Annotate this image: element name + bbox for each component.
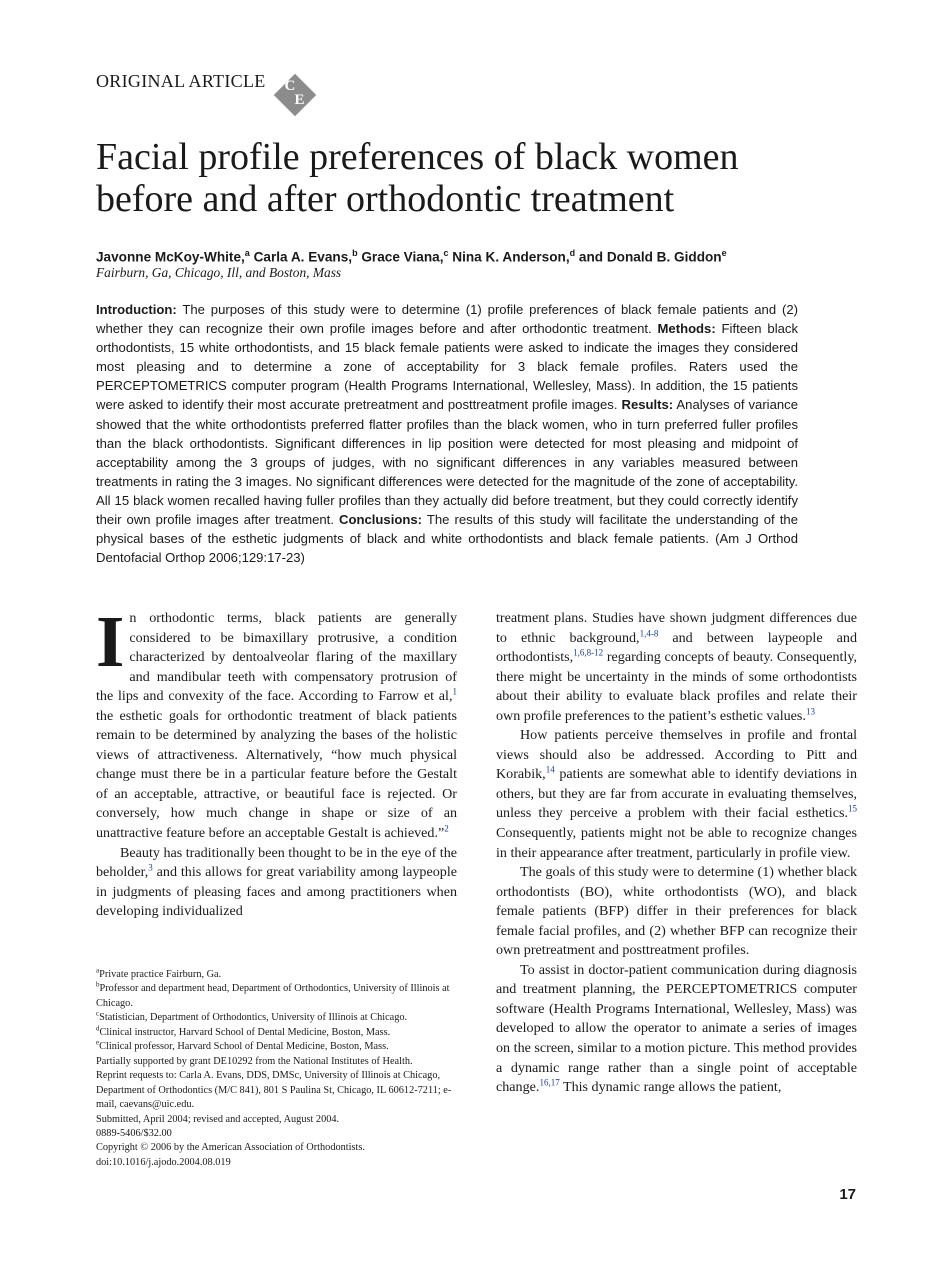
footnote-item [96, 1069, 457, 1112]
reference-link[interactable]: 14 [545, 764, 555, 775]
abstract-conclusions-label: Conclusions: [339, 512, 422, 528]
body-text: regarding concepts of beauty. Consequently, there might be uncertainty in the minds of some orthodontists about their ability to evaluate black profiles and relate their own profile preferences to the patient’s esthetic values. [496, 649, 857, 724]
footnote-item [96, 1040, 457, 1054]
ce-badge-letter-e: E [294, 92, 305, 108]
article-title [96, 136, 856, 220]
author-affiliation-mark: c [443, 248, 449, 258]
footnote-text: Partially supported by grant DE10292 from the National Institutes of Health. [96, 1055, 413, 1067]
body-paragraph [496, 609, 857, 726]
footnote-text: Copyright © 2006 by the American Association of Orthodontists. [96, 1142, 365, 1154]
body-column-right [496, 609, 857, 1098]
footnote-text: Statistician, Department of Orthodontics, University of Illinois at Chicago. [99, 1012, 408, 1024]
body-paragraph [496, 961, 857, 1098]
abstract-results-text: Analyses of variance showed that the white orthodontists preferred flatter profiles than the black women, who in turn preferred fuller profiles than the black orthodontists. Significant differences in lip position were detected for most pleasing and midpoint of acceptability among the 3 groups of judges, with no significant differences in any variables measured between treatments in rating the 3 images. No significant differences were detected for the magnitude of the zone of acceptability. All 15 black women recalled having fuller profiles than they actually did before treatment, but they could correctly identify their own profile images after treatment. [96, 397, 798, 528]
ce-credit-badge-icon [274, 74, 316, 116]
author-name: Grace Viana, [361, 249, 444, 265]
body-text: How patients perceive themselves in profile and frontal views should also be addressed. According to Pitt and Korabik, [496, 727, 857, 783]
author-affiliation-mark: e [721, 248, 727, 258]
footnote-item [96, 1011, 457, 1025]
footnote-mark: a [96, 966, 100, 975]
footnote-text: Professor and department head, Department of Orthodontics, University of Illinois at Chicago. [96, 983, 450, 1009]
ce-badge-letter-c: C [284, 78, 296, 94]
footnote-text: Reprint requests to: Carla A. Evans, DDS, DMSc, University of Illinois at Chicago, Department of Orthodontics (M/C 841), 801 S Paulina St, Chicago, IL 60612-7211; e-mail, caevans@uic.edu. [96, 1070, 452, 1111]
body-text: and between laypeople and orthodontists, [496, 629, 857, 666]
body-text: n orthodontic terms, black patients are generally considered to be bimaxillary protrusive, a condition characterized by dentoalveolar flaring of the maxillary and mandibular teeth with compensatory protrusion of the lips and convexity of the face. According to Farrow et al, [96, 610, 457, 705]
footnote-item [96, 968, 457, 982]
body-text: To assist in doctor-patient communication during diagnosis and treatment planning, the PERCEPTOMETRICS computer software (Health Programs International, Wellesley, Mass) was developed to allow the operator to animate a series of images on the screen, similar to a motion picture. This method provides a dynamic range rather than a single point of acceptable change. [496, 961, 857, 1096]
footnote-text: Submitted, April 2004; revised and accepted, August 2004. [96, 1113, 340, 1125]
footnote-item [96, 1141, 457, 1155]
footnote-item [96, 982, 457, 1011]
article-type-label: ORIGINAL ARTICLE [96, 71, 266, 91]
footnote-mark: d [96, 1024, 100, 1033]
footnote-text: Clinical professor, Harvard School of Dental Medicine, Boston, Mass. [99, 1041, 389, 1053]
author-name: Carla A. Evans, [253, 249, 353, 265]
footnote-item [96, 1156, 457, 1170]
reference-link[interactable]: 1,6,8-12 [573, 647, 604, 658]
body-column-left [96, 601, 457, 922]
body-text: Beauty has traditionally been thought to be in the eye of the beholder, [96, 844, 457, 881]
reference-link[interactable]: 13 [805, 706, 815, 717]
reference-link[interactable]: 3 [148, 862, 153, 873]
body-text: patients are somewhat able to identify deviations in others, but they are far from accurate in evaluating themselves, unless they perceive a problem with their facial esthetics. [496, 766, 857, 822]
body-paragraph: The goals of this study were to determine (1) whether black orthodontists (BO), white orthodontists (WO), and black female patients (BFP) differ in their preferences for black female facial profiles, and (2) whether BFP can recognize their own pretreatment and posttreatment profiles. [496, 864, 857, 959]
page-number: 17 [839, 1186, 856, 1203]
author-locations: Fairburn, Ga, Chicago, Ill, and Boston, Mass [96, 265, 342, 280]
reference-link[interactable]: 1,4-8 [639, 627, 659, 638]
reference-link[interactable]: 2 [444, 823, 449, 834]
author-list [96, 244, 856, 267]
footnote-item [96, 1127, 457, 1141]
author-name: and Donald B. Giddon [578, 249, 722, 265]
footnote-item [96, 1055, 457, 1069]
abstract-results-label: Results: [621, 397, 674, 413]
author-affiliation-mark: d [569, 248, 576, 258]
author-affiliation-mark: b [352, 248, 358, 258]
footnote-mark: c [96, 1009, 100, 1018]
footnote-mark: e [96, 1038, 100, 1047]
reference-link[interactable]: 1 [452, 686, 457, 697]
body-text: and this allows for great variability among laypeople in judgments of pleasing faces and among practitioners when developing individualized [96, 864, 457, 920]
article-header [96, 68, 316, 124]
abstract-introduction-text: The purposes of this study were to determine (1) profile preferences of black female patients and (2) whether they can recognize their own profile images before and after orthodontic treatment. [96, 302, 798, 337]
body-text: Consequently, patients might not be able to recognize changes in their appearance after treatment, particularly in profile view. [496, 825, 857, 861]
author-affiliation-mark: a [244, 248, 250, 258]
footnote-text: Private practice Fairburn, Ga. [99, 969, 222, 980]
abstract [96, 300, 798, 567]
author-name: Nina K. Anderson, [452, 249, 570, 265]
body-text: This dynamic range allows the patient, [559, 1079, 782, 1096]
body-paragraph [496, 726, 857, 863]
doi-link[interactable]: doi:10.1016/j.ajodo.2004.08.019 [96, 1156, 231, 1168]
footnotes [96, 968, 457, 1170]
author-name: Javonne McKoy-White, [96, 249, 245, 265]
abstract-conclusions-text: The results of this study will facilitate the understanding of the physical bases of the esthetic judgments of black and white orthodontists and black female patients. (Am J Orthod Dentofacial Orthop 2006;129:17-23) [96, 512, 798, 566]
title-line-1: Facial profile preferences of black women [96, 136, 739, 178]
abstract-methods-text: Fifteen black orthodontists, 15 white orthodontists, and 15 black female patients were asked to indicate the images they considered most pleasing and to determine a zone of acceptability for 3 black female profiles. Raters used the PERCEPTOMETRICS computer program (Health Programs International, Wellesley, Mass). In addition, the 15 patients were asked to identify their most accurate pretreatment and posttreatment profile images. [96, 321, 798, 413]
footnote-mark: b [96, 981, 100, 990]
title-line-2: before and after orthodontic treatment [96, 178, 675, 220]
footnote-text: Clinical instructor, Harvard School of Dental Medicine, Boston, Mass. [99, 1026, 391, 1038]
abstract-introduction-label: Introduction: [96, 302, 177, 317]
abstract-methods-label: Methods: [657, 321, 716, 337]
reference-link[interactable]: 16,17 [539, 1077, 560, 1088]
footnote-item [96, 1026, 457, 1040]
reference-link[interactable]: 15 [848, 803, 857, 814]
footnote-item [96, 1113, 457, 1127]
body-text: the esthetic goals for orthodontic treatment of black patients remain to be determined by analyzing the bases of the holistic views of attractiveness. Alternatively, “how much physical change must there be in a particular feature before the Gestalt of an acceptable, attractive, or beautiful face is rejected. Or conversely, how much change in shape or size of an unattractive feature before an acceptable Gestalt is achieved.” [96, 707, 457, 842]
footnote-text: 0889-5406/$32.00 [96, 1127, 172, 1139]
body-paragraph [96, 601, 457, 844]
body-paragraph [96, 844, 457, 922]
drop-cap: I [96, 601, 125, 682]
body-text: treatment plans. Studies have shown judgment differences due to ethnic background, [496, 610, 857, 646]
